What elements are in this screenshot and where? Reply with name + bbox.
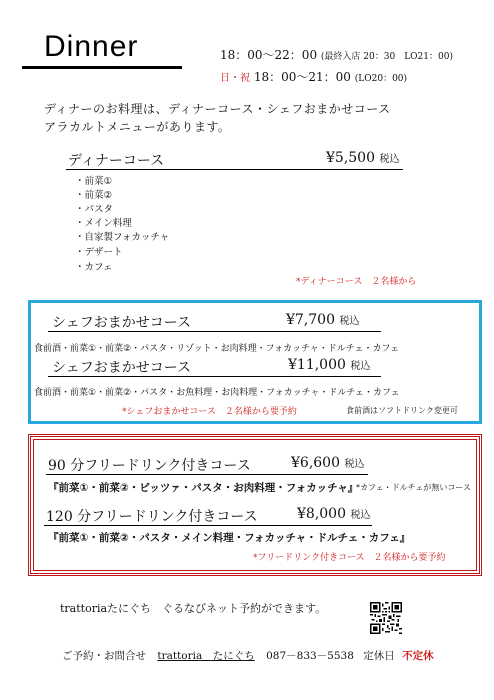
drink-course-1-menu: 『前菜①・前菜②・ピッツァ・パスタ・お肉料理・フォカッチャ』 bbox=[48, 482, 359, 494]
tax-label: 税込 bbox=[350, 361, 371, 372]
tax-label: 税込 bbox=[379, 154, 400, 165]
drink-course-2-price bbox=[297, 506, 370, 522]
dinner-item: ・カフェ bbox=[75, 262, 113, 273]
qr-code-icon[interactable] bbox=[370, 602, 402, 634]
chef-course-note: *シェフおまかせコース ２名様から要予約 bbox=[122, 407, 297, 417]
drink-course-2-underline bbox=[44, 525, 372, 526]
drink-course-1-note: *カフェ・ドルチェが無いコース bbox=[356, 483, 471, 492]
price-value: ¥11,000 bbox=[288, 357, 346, 373]
drink-course-1-underline bbox=[46, 474, 368, 475]
shop-name: trattoria たにぐち bbox=[157, 650, 255, 662]
chef-course-1-price bbox=[286, 312, 359, 328]
chef-course-1-underline bbox=[48, 331, 381, 332]
chef-course-2-price bbox=[288, 357, 370, 373]
price-value: ¥8,000 bbox=[297, 506, 346, 522]
holiday-hours bbox=[220, 68, 407, 85]
phone-number[interactable]: 087－833－5538 bbox=[266, 650, 354, 662]
title-underline bbox=[22, 66, 182, 69]
chef-course-2-name: シェフおまかせコース bbox=[52, 360, 192, 376]
gnavi-reservation-text: trattoriaたにぐち ぐるなびネット予約ができます。 bbox=[60, 602, 327, 615]
hours-main: 18：00～22：00 bbox=[220, 48, 318, 62]
opening-hours bbox=[220, 46, 453, 63]
chef-course-1-name: シェフおまかせコース bbox=[52, 315, 192, 331]
tax-label: 税込 bbox=[344, 459, 365, 470]
hours-holiday: 18：00～21：00 bbox=[253, 70, 351, 84]
dinner-item: ・デザート bbox=[75, 247, 123, 258]
hours-holiday-note: (LO20：00) bbox=[354, 74, 408, 84]
chef-course-2-menu: 食前酒・前菜①・前菜②・パスタ・お魚料理・お肉料理・フォカッチャ・ドルチェ・カフェ bbox=[34, 388, 400, 398]
dinner-course-note: *ディナーコース ２名様から bbox=[296, 277, 417, 287]
tax-label: 税込 bbox=[350, 510, 371, 521]
intro-line-2: アラカルトメニューがあります。 bbox=[44, 120, 231, 134]
price-value: ¥7,700 bbox=[286, 312, 335, 328]
chef-course-1-menu: 食前酒・前菜①・前菜②・パスタ・リゾット・お肉料理・フォカッチャ・ドルチェ・カフェ bbox=[34, 344, 400, 354]
page-title: Dinner bbox=[44, 30, 139, 63]
price-value: ¥6,600 bbox=[291, 455, 340, 471]
dinner-item: ・メイン料理 bbox=[75, 218, 132, 229]
drink-course-1-price bbox=[291, 455, 364, 471]
holiday-label: 日・祝 bbox=[220, 73, 250, 84]
drink-course-2-name: 120 分フリードリンク付きコース bbox=[46, 509, 258, 525]
holiday-value: 不定休 bbox=[402, 650, 434, 662]
chef-course-2-underline bbox=[48, 376, 381, 377]
dinner-item: ・前菜① bbox=[75, 176, 113, 187]
dinner-course-underline bbox=[66, 169, 403, 170]
drink-course-2-menu: 『前菜①・前菜②・パスタ・メイン料理・フォカッチャ・ドルチェ・カフェ』 bbox=[48, 532, 411, 544]
tax-label: 税込 bbox=[339, 316, 360, 327]
hours-main-note: (最終入店 20：30 LO21：00) bbox=[320, 52, 453, 62]
contact-label: ご予約・お問合せ bbox=[62, 650, 146, 662]
contact-line bbox=[62, 648, 434, 663]
dinner-item: ・パスタ bbox=[75, 204, 114, 215]
holiday-label: 定休日 bbox=[363, 650, 395, 662]
intro-line-1: ディナーのお料理は、ディナーコース・シェフおまかせコース bbox=[44, 102, 391, 116]
dinner-course-price bbox=[326, 150, 399, 166]
drink-course-note: *フリードリンク付きコース ２名様から要予約 bbox=[253, 553, 446, 563]
price-value: ¥5,500 bbox=[326, 150, 375, 166]
dinner-item: ・自家製フォカッチャ bbox=[75, 232, 170, 243]
chef-course-drink-note: 食前酒はソフトドリンク変更可 bbox=[346, 406, 458, 415]
dinner-item: ・前菜② bbox=[75, 190, 113, 201]
dinner-course-name: ディナーコース bbox=[68, 153, 165, 169]
drink-course-1-name: 90 分フリードリンク付きコース bbox=[48, 458, 251, 474]
